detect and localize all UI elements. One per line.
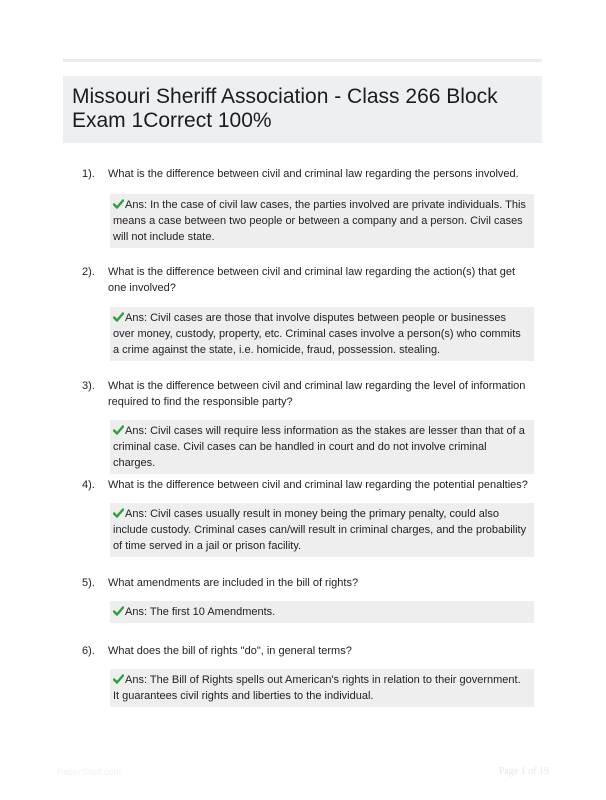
answer-text: Ans: Civil cases are those that involve disputes between people or businesses over money, custody, property, etc. Criminal cases involve a person(s) who commits a crime against the state, i.e. homicide, fraud, possession. stealing. [113,312,521,356]
check-icon [113,606,124,616]
question-number: 3). [82,380,95,392]
answer-box [110,669,534,707]
answer-text: Ans: The Bill of Rights spells out American's rights in relation to their government. It guarantees civil rights and liberties to the individual. [113,674,521,702]
answer-box [110,503,534,557]
question-number: 5). [82,577,95,589]
answer-box [110,194,534,248]
check-icon [113,674,124,684]
answer-text: Ans: In the case of civil law cases, the parties involved are private individuals. This means a case between two people or between a company and a person. Civil cases will not include state. [113,199,526,243]
check-icon [113,508,124,518]
check-icon [113,425,124,435]
answer-text: Ans: Civil cases will require less information as the stakes are lesser than that of a criminal case. Civil cases can be handled in court and do not involve criminal charges. [113,425,525,469]
question-text: What is the difference between civil and criminal law regarding the level of information required to find the responsible party? [108,380,526,408]
question-text: What is the difference between civil and criminal law regarding the action(s) that get one involved? [108,266,516,294]
footer-watermark: PaperShelf.com [57,767,122,777]
answer-text: Ans: The first 10 Amendments. [125,606,276,618]
answer-box [110,307,534,361]
check-icon [113,199,124,209]
question-text: What does the bill of rights "do", in general terms? [108,645,352,657]
question-text: What amendments are included in the bill of rights? [108,577,359,589]
question-text: What is the difference between civil and criminal law regarding the potential penalties? [108,479,528,491]
question-number: 4). [82,479,95,491]
check-icon [113,312,124,322]
page-number: Page 1 of 19 [498,766,549,777]
answer-box [110,601,534,623]
answer-box [110,420,534,474]
question-number: 2). [82,266,95,278]
question-text: What is the difference between civil and criminal law regarding the persons involved. [108,168,519,180]
document-title: Missouri Sheriff Association - Class 266 Block Exam 1Correct 100% [72,85,498,132]
question-number: 6). [82,645,95,657]
question-number: 1). [82,168,95,180]
answer-text: Ans: Civil cases usually result in money being the primary penalty, could also include custody. Criminal cases can/will result in criminal charges, and the probability of time served in a jail or prison facility. [113,508,527,552]
